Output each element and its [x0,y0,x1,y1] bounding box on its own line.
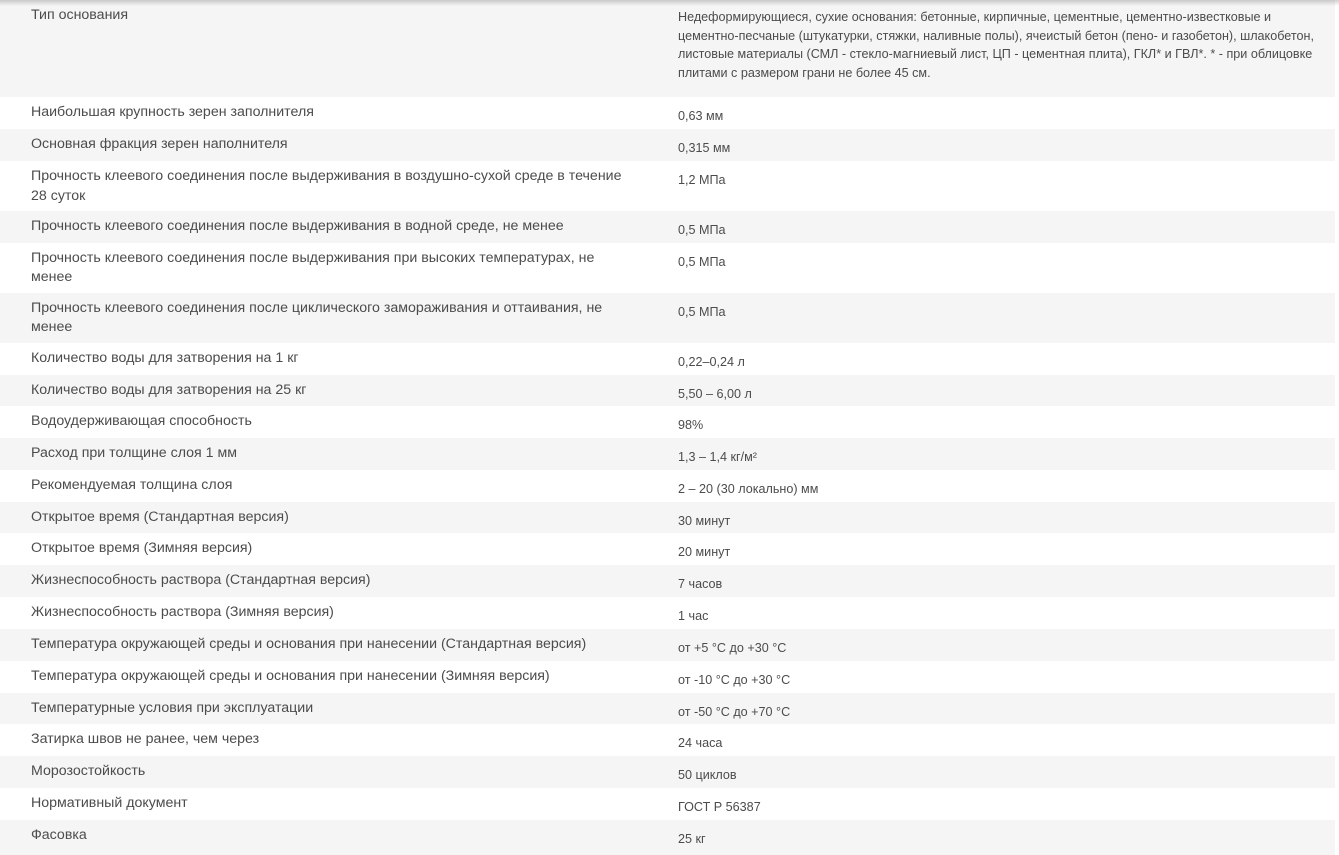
spec-value: 1 час [678,608,709,623]
spec-name: Тип основания [31,7,129,23]
spec-name: Наибольшая крупность зерен заполнителя [31,104,314,120]
spec-value: от +5 °С до +30 °С [678,640,787,655]
spec-value: 5,50 – 6,00 л [678,386,752,401]
spec-value: Недеформирующиеся, сухие основания: бетонные, кирпичные, цементные, цементно-известковые и цементно-песчаные (штукатурки, стяжки, наливные полы), ячеистый бетон (пено- и газобетон), шлакобетон, листовые материалы (СМЛ - стекло-магниевый лист, ЦП - цементная плита), ГКЛ* и ГВЛ*. * - при облицовке плитами с размером грани не более 45 см. [678,10,1314,80]
spec-value: 20 минут [678,545,731,560]
spec-name: Жизнеспособность раствора (Стандартная версия) [31,572,371,589]
spec-value: 0,22–0,24 л [678,354,745,369]
spec-row-water-per-kg [0,343,1335,375]
spec-row-max-grain-size [0,97,1335,129]
spec-value: 24 часа [678,736,723,751]
spec-name: Температурные условия при эксплуатации [31,699,314,716]
spec-row-open-time-standard [0,502,1335,534]
top-shadow [0,0,1339,6]
spec-row-water-per-25kg [0,375,1335,407]
spec-row-strength-water [0,211,1335,243]
spec-name: Количество воды для затворения на 25 кг [31,381,307,398]
spec-row-pot-life-winter [0,597,1335,629]
spec-name: Водоудерживающая способность [31,413,252,430]
spec-row-main-fraction [0,129,1335,161]
spec-row-layer-thickness [0,470,1335,502]
spec-row-regulatory-document [0,788,1335,820]
spec-value: 0,63 мм [678,109,724,123]
spec-row-packaging [0,820,1335,855]
spec-value: 30 минут [678,513,731,528]
spec-row-open-time-winter [0,533,1335,565]
spec-row-application-temp-winter [0,661,1335,693]
spec-name: Фасовка [31,826,87,843]
spec-value: 0,5 МПа [678,254,726,269]
spec-name: Температура окружающей среды и основания при нанесении (Стандартная версия) [31,635,587,652]
spec-value: 2 – 20 (30 локально) мм [678,481,819,496]
spec-name: Основная фракция зерен наполнителя [31,136,288,152]
spec-value: 50 циклов [678,768,737,783]
spec-name: Открытое время (Стандартная версия) [31,508,289,525]
spec-row-water-retention [0,406,1335,438]
spec-row-pot-life-standard [0,565,1335,597]
spec-row-service-temp [0,693,1335,725]
spec-value: 1,2 МПа [678,173,726,187]
spec-value: от -10 °С до +30 °С [678,672,791,687]
spec-row-application-temp-standard [0,629,1335,661]
spec-value: 0,315 мм [678,141,731,155]
spec-name: Открытое время (Зимняя версия) [31,540,253,557]
spec-value: 0,5 МПа [678,223,726,237]
spec-name: Температура окружающей среды и основания при нанесении (Зимняя версия) [31,667,550,684]
spec-name: Прочность клеевого соединения после выдерживания при высоких температурах, не менее [31,249,595,286]
spec-name: Нормативный документ [31,794,188,811]
spec-name: Расход при толщине слоя 1 мм [31,445,237,462]
spec-row-base-type [0,0,1335,97]
spec-row-strength-high-temp [0,243,1335,293]
spec-row-consumption [0,438,1335,470]
spec-value: ГОСТ Р 56387 [678,799,761,814]
spec-value: 7 часов [678,577,723,592]
spec-row-strength-air-dry [0,161,1335,211]
spec-value: от -50 °С до +70 °С [678,704,791,719]
spec-name: Прочность клеевого соединения после циклического замораживания и оттаивания, не менее [31,299,603,336]
spec-name: Морозостойкость [31,763,146,780]
spec-value: 1,3 – 1,4 кг/м² [678,450,757,465]
spec-name: Прочность клеевого соединения после выдерживания в воздушно-сухой среде в течение 28 суток [31,168,622,204]
spec-row-frost-resistance [0,756,1335,788]
spec-row-grouting-time [0,724,1335,756]
spec-row-strength-freeze-thaw [0,293,1335,343]
spec-name: Количество воды для затворения на 1 кг [31,349,299,366]
spec-value: 0,5 МПа [678,304,726,319]
spec-name: Рекомендуемая толщина слоя [31,476,233,493]
scroll-edge [1335,0,1339,852]
spec-name: Прочность клеевого соединения после выдерживания в водной среде, не менее [31,218,564,234]
spec-value: 25 кг [678,831,706,846]
spec-value: 98% [678,418,704,433]
spec-name: Затирка швов не ранее, чем через [31,731,260,748]
spec-name: Жизнеспособность раствора (Зимняя версия) [31,603,334,620]
